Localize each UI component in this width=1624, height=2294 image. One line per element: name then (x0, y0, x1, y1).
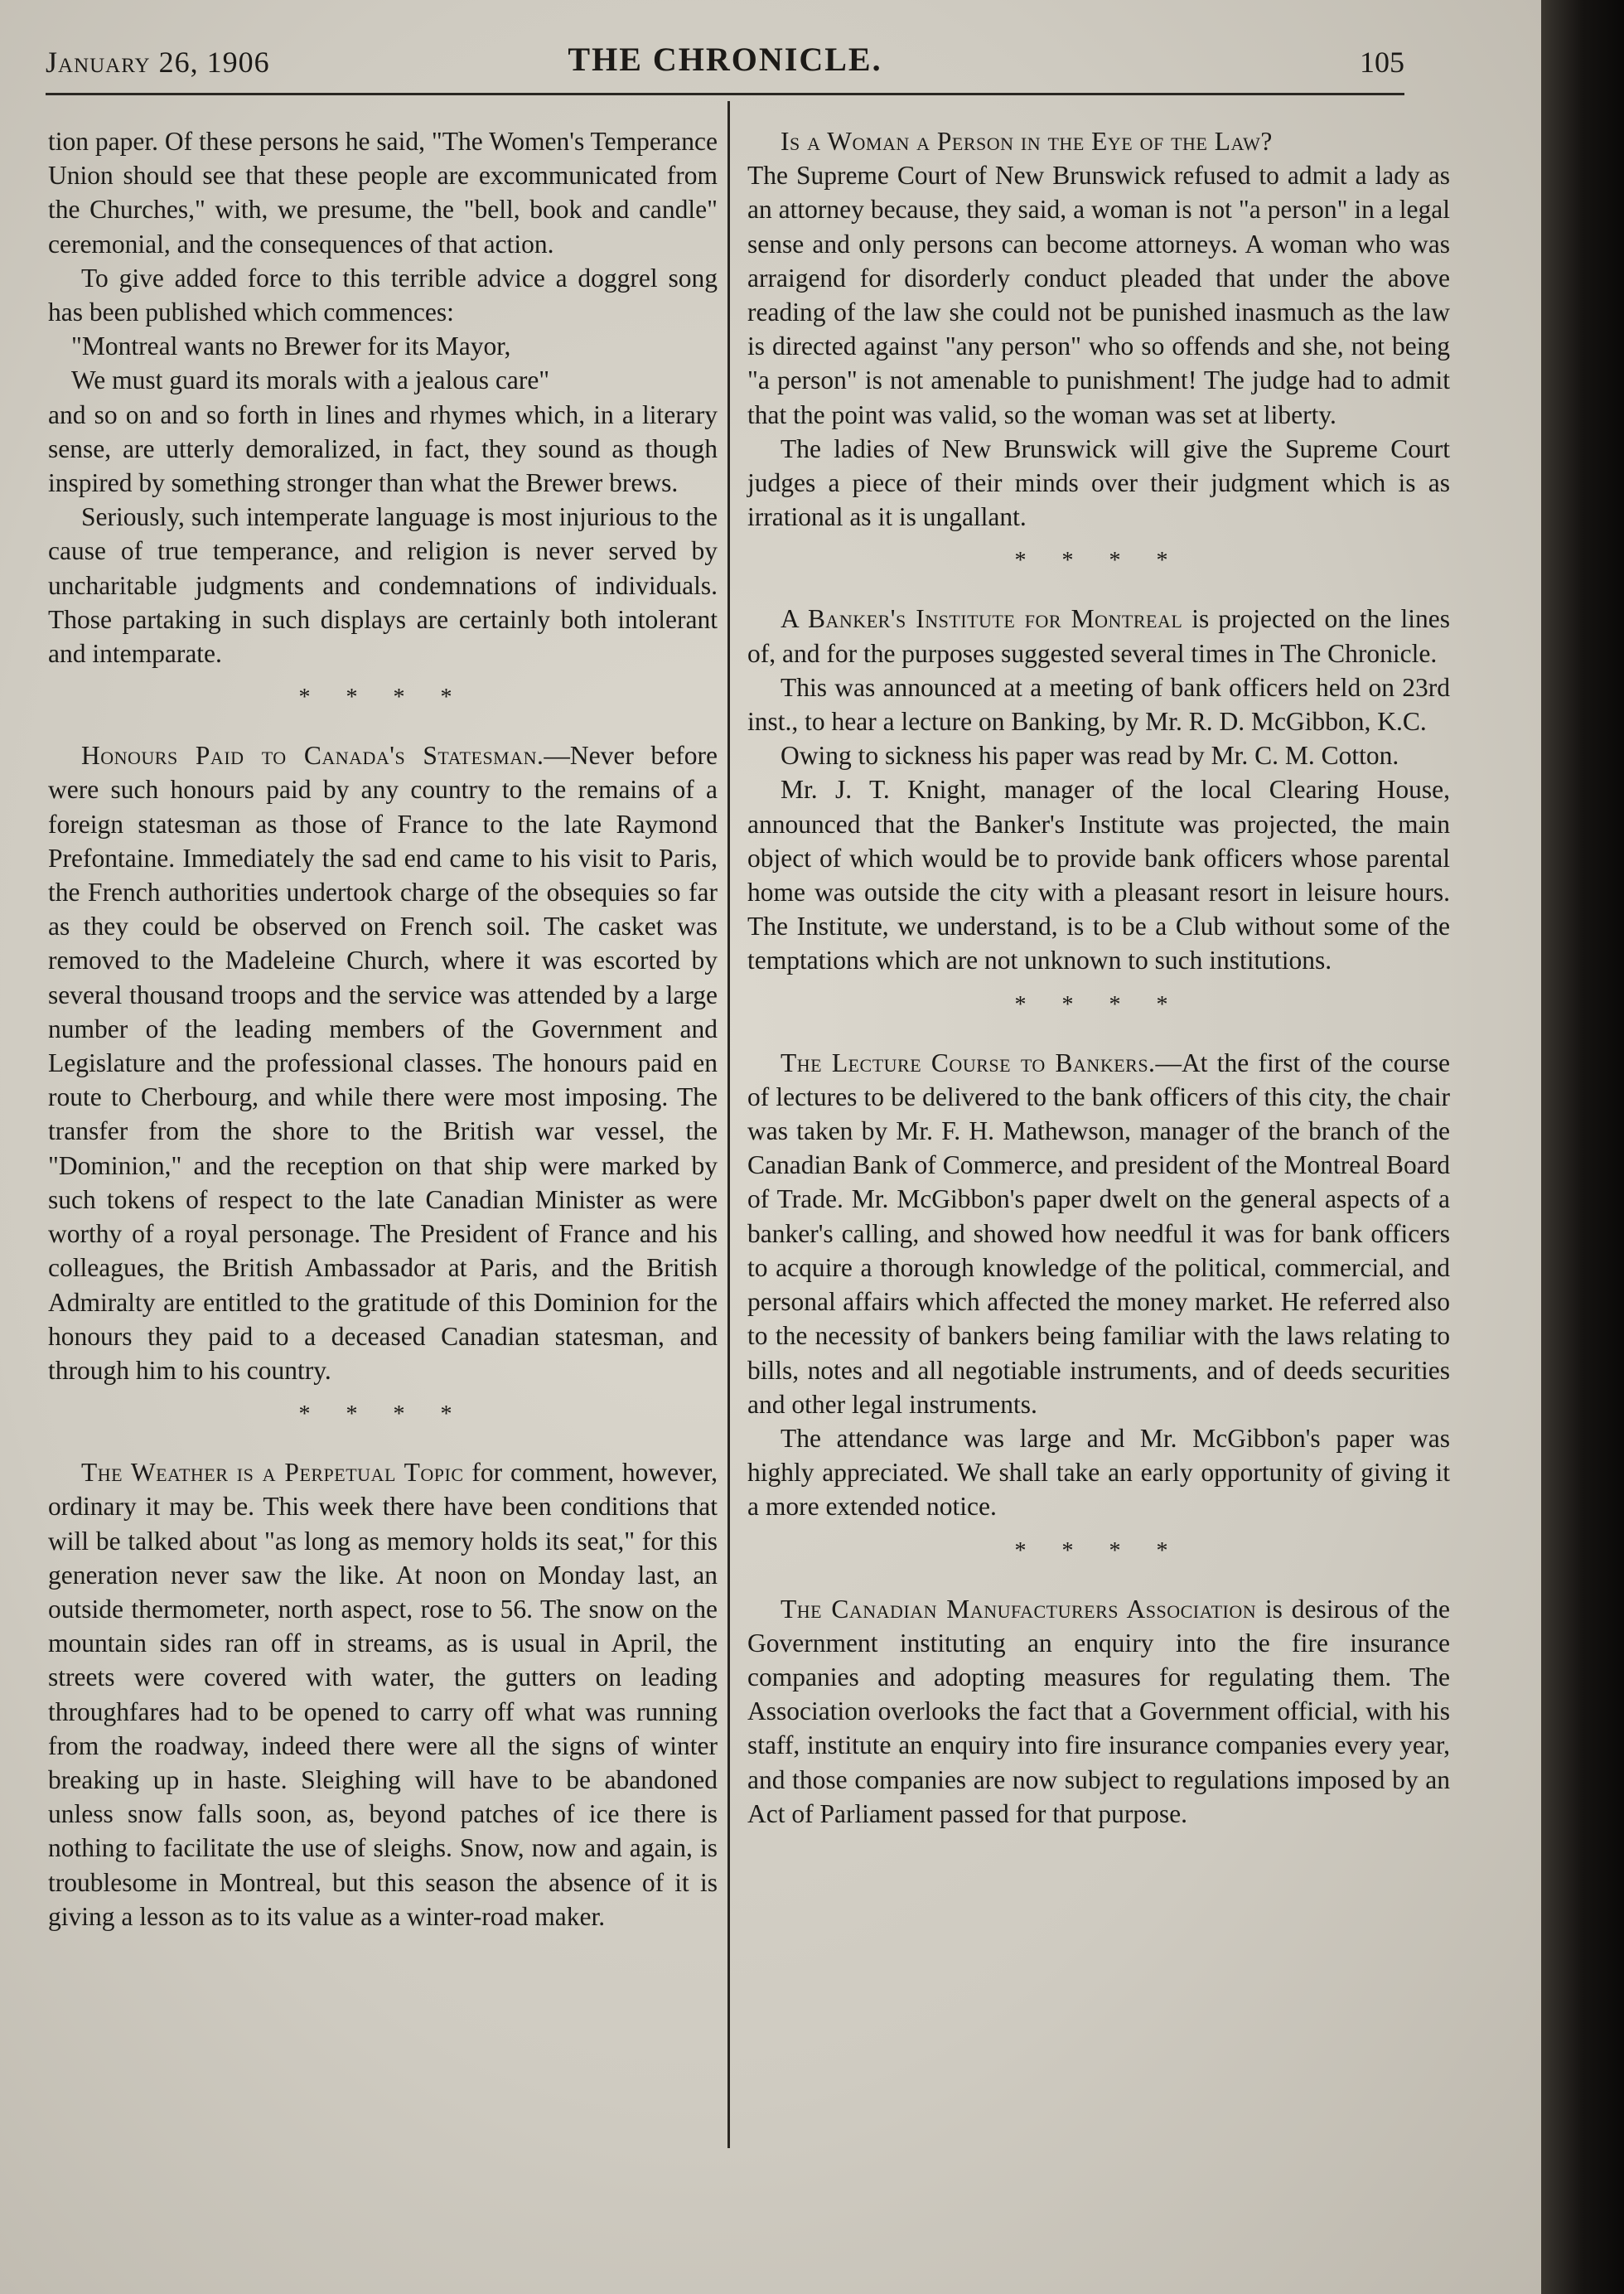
article-paragraph (747, 1592, 1450, 1831)
article-paragraph: Seriously, such intemperate language is most injurious to the cause of true temperance, and religion is never served by uncharitable judgments and condemnations of individuals. Those partaking in such displays are certainly both intolerant and intemparate. (48, 502, 718, 669)
article-paragraph: Mr. J. T. Knight, manager of the local Clearing House, announced that the Banker's Institute was projected, the main object of which would be to provide bank officers whose parental home was outside the city with a pleasant resort in leisure hours. The Institute, we understand, is to be a Club without some of the temptations which are not unknown to such institutions. (747, 775, 1450, 975)
section-separator: * * * * (1014, 1537, 1183, 1564)
verse-line: "Montreal wants no Brewer for its Mayor, (71, 332, 511, 361)
article-paragraph: The Supreme Court of New Brunswick refused to admit a lady as an attorney because, they said, a woman is not "a person" in a legal sense and only persons can become attorneys. A woman who was arraigend for disorderly conduct pleaded that under the above reading of the law she could not be punished inasmuch as the law is directed against "any person" who so offends and she, not being "a person" is not amenable to punishment! The judge had to admit that the point was valid, so the woman was set at liberty. (747, 161, 1450, 429)
article-headline: The Weather is a Perpetual Topic (81, 1458, 464, 1488)
article-headline: Is a Woman a Person in the Eye of the Law? (781, 127, 1273, 156)
section-separator: * * * * (298, 1401, 467, 1428)
left-column (48, 124, 718, 1933)
article-headline: The Lecture Course to Bankers. (781, 1048, 1156, 1077)
article-headline: Honours Paid to Canada's Statesman. (81, 741, 544, 771)
article-paragraph (747, 124, 1450, 158)
article-paragraph: tion paper. Of these persons he said, "The Women's Temperance Union should see that these people are excommunicated from the Churches," with, we presume, the "bell, book and candle" ceremonial, and the consequences of that action. (48, 127, 718, 259)
article-body: —At the first of the course of lectures to be delivered to the bank officers of this city, the chair was taken by Mr. F. H. Mathewson, manager of the branch of the Canadian Bank of Commerce, and president of the Montreal Board of Trade. Mr. McGibbon's paper dwelt on the general aspects of a banker's calling, and showed how needful it was for bank officers to acquire a thorough knowledge of the political, commercial, and personal affairs which affected the money market. He referred also to the necessity of bankers being familiar with the laws relating to bills, notes and all negotiable instruments, and of deeds securities and other legal instruments. (747, 1048, 1450, 1419)
article-paragraph: This was announced at a meeting of bank officers held on 23rd inst., to hear a lecture on Banking, by Mr. R. D. McGibbon, K.C. (747, 672, 1450, 737)
book-spine-edge (1541, 0, 1624, 2294)
section-separator: * * * * (1014, 548, 1183, 574)
article-paragraph: The ladies of New Brunswick will give the Supreme Court judges a piece of their minds over their judgment which is as irrational as it is ungallant. (747, 433, 1450, 532)
right-column (747, 124, 1450, 1831)
page-header (46, 40, 1404, 90)
article-paragraph: The attendance was large and Mr. McGibbon's paper was highly appreciated. We shall take an early opportunity of giving it a more extended notice. (747, 1423, 1450, 1522)
header-page-number: 105 (1360, 46, 1404, 79)
article-body: —Never before were such honours paid by any country to the remains of a foreign statesman as those of France to the late Raymond Prefontaine. Immediately the sad end came to his visit to Paris, the French authorities undertook charge of the obsequies so far as they could be observed on French soil. The casket was removed to the Madeleine Church, where it was escorted by several thousand troops and the service was attended by a large number of the leading members of the Government and Legislature and the professional classes. The honours paid en route to Cherbourg, and while there were most imposing. The transfer from the shore to the British war vessel, the "Dominion," and the reception on that ship were marked by such tokens of respect to the late Canadian Minister as were worthy of a royal personage. The President of France and his colleagues, the British Ambassador at Paris, and the British Admiralty are entitled to the gratitude of this Dominion for the honours they paid to a deceased Canadian statesman, and through him to his country. (48, 741, 718, 1385)
article-body: is projected on the lines of, and for the purposes suggested several times in The Chronicle. (747, 604, 1450, 668)
article-paragraph (747, 602, 1450, 670)
article-headline: A Banker's Institute for Montreal (781, 604, 1183, 634)
section-separator: * * * * (1014, 991, 1183, 1018)
article-body: is desirous of the Government instituting an enquiry into the fire insurance companies and adopting measures for regulating them. The Association overlooks the fact that a Government official, with his staff, institute an enquiry into fire insurance companies every year, and those companies are now subject to regulations imposed by an Act of Parliament passed for that purpose. (747, 1594, 1450, 1828)
article-paragraph: To give added force to this terrible advice a doggrel song has been published which commences: (48, 263, 718, 327)
verse-line: We must guard its morals with a jealous care" (71, 365, 550, 395)
article-paragraph (48, 738, 718, 1387)
section-separator: * * * * (298, 685, 467, 711)
article-paragraph: and so on and so forth in lines and rhymes which, in a literary sense, are utterly demoralized, in fact, they sound as though inspired by something stronger than what the Brewer brews. (48, 399, 718, 498)
article-paragraph: Owing to sickness his paper was read by Mr. C. M. Cotton. (781, 741, 1399, 771)
article-paragraph (48, 1455, 718, 1933)
header-rule (46, 93, 1404, 95)
header-date: January 26, 1906 (46, 46, 270, 79)
header-title: THE CHRONICLE. (568, 41, 882, 78)
column-divider (727, 101, 730, 2148)
article-body: for comment, however, ordinary it may be. This week there have been conditions that will be talked about "as long as memory holds its seat," for this generation never saw the like. At noon on Monday last, an outside thermometer, north aspect, rose to 56. The snow on the mountain sides ran off in streams, as is usual in April, the streets were covered with water, the gutters on leading throughfares had to be opened to carry off what was running from the roadway, indeed there were all the signs of winter breaking up in haste. Sleighing will have to be abandoned unless snow falls soon, as, beyond patches of ice there is nothing to facilitate the use of sleighs. Snow, now and again, is troublesome in Montreal, but this season the absence of it is giving a lesson as to its value as a winter-road maker. (48, 1458, 718, 1931)
article-headline: The Canadian Manufacturers Association (781, 1594, 1257, 1624)
article-paragraph (747, 1046, 1450, 1421)
